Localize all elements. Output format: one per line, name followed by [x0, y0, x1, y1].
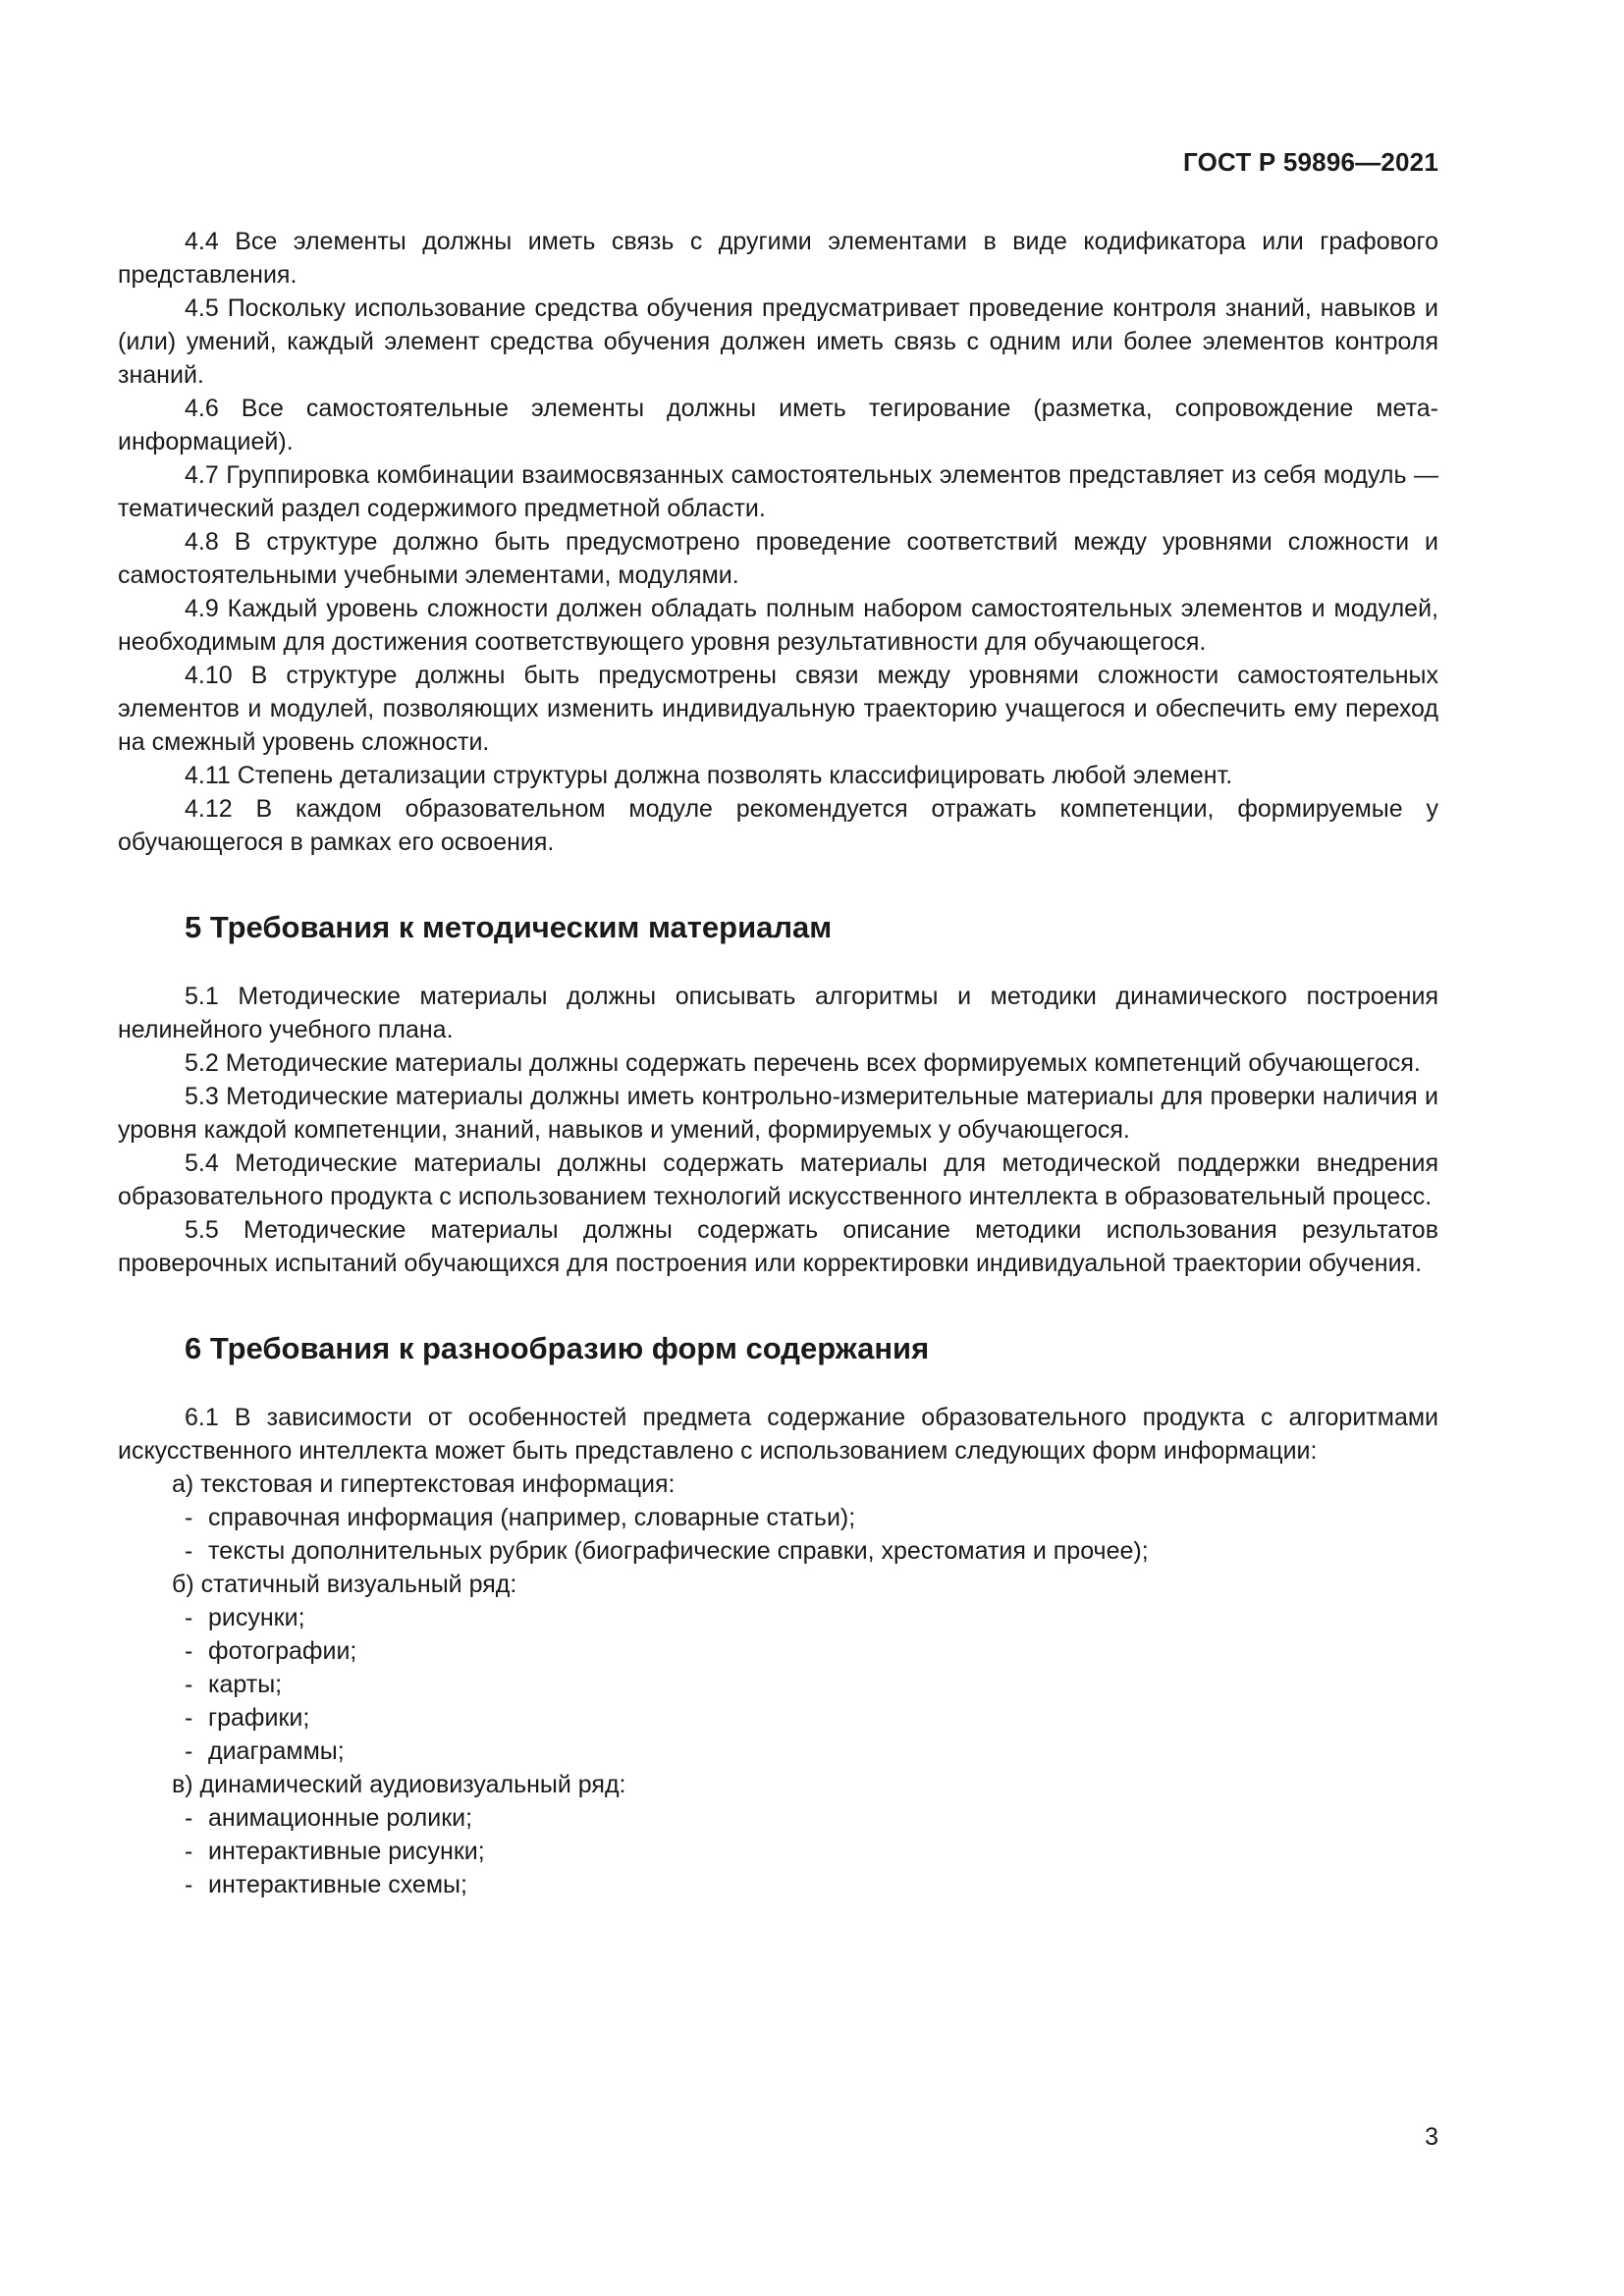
dash-marker: - [185, 1637, 193, 1665]
page-number: 3 [1425, 2123, 1438, 2151]
list-item [118, 1534, 1438, 1568]
section-5-paragraphs [118, 980, 1438, 1280]
paragraph-4-5: 4.5 Поскольку использование средства обучения предусматривает проведение контроля знаний, навыков и (или) умений, каждый элемент средства обучения должен иметь связь с одним или более элементов контроля знаний. [118, 294, 1438, 389]
paragraph-5-3: 5.3 Методические материалы должны иметь контрольно-измерительные материалы для проверки наличия и уровня каждой компетенции, знаний, навыков и умений, формируемых у обучающегося. [118, 1083, 1438, 1144]
paragraph-5-5: 5.5 Методические материалы должны содержать описание методики использования результатов проверочных испытаний обучающихся для построения или корректировки индивидуальной траектории обучения. [118, 1216, 1438, 1277]
paragraph-4-6: 4.6 Все самостоятельные элементы должны иметь тегирование (разметка, сопровождение мета-информацией). [118, 395, 1438, 455]
list-item [118, 1668, 1438, 1701]
section-6-content [118, 1401, 1438, 1901]
dash-marker: - [185, 1838, 193, 1865]
section-5-heading: 5 Требования к методическим материалам [185, 910, 833, 944]
list-item [118, 1835, 1438, 1868]
paragraph-5-4: 5.4 Методические материалы должны содержать материалы для методической поддержки внедрения образовательного продукта с использованием технологий искусственного интеллекта в образовательный процесс. [118, 1149, 1438, 1210]
list-item [118, 1868, 1438, 1901]
list-item [118, 1501, 1438, 1534]
paragraph-4-7: 4.7 Группировка комбинации взаимосвязанных самостоятельных элементов представляет из себя модуль — тематический раздел содержимого предметной области. [118, 461, 1438, 522]
list-item-text: справочная информация (например, словарные статьи); [208, 1504, 856, 1531]
list-item-text: графики; [208, 1704, 310, 1732]
dash-marker: - [185, 1504, 193, 1531]
list-item [118, 1634, 1438, 1668]
paragraph-4-12: 4.12 В каждом образовательном модуле рекомендуется отражать компетенции, формируемые у обучающегося в рамках его освоения. [118, 795, 1438, 856]
dash-marker: - [185, 1871, 193, 1898]
section-4-paragraphs [118, 225, 1438, 859]
list-item-text: фотографии; [208, 1637, 357, 1665]
paragraph-5-2: 5.2 Методические материалы должны содержать перечень всех формируемых компетенций обучающегося. [185, 1049, 1421, 1077]
paragraph-4-8: 4.8 В структуре должно быть предусмотрено проведение соответствий между уровнями сложности и самостоятельными учебными элементами, модулями. [118, 528, 1438, 589]
paragraph-4-4: 4.4 Все элементы должны иметь связь с другими элементами в виде кодификатора или графового представления. [118, 228, 1438, 289]
list-group-label-b: б) статичный визуальный ряд: [172, 1571, 517, 1598]
list-item-text: тексты дополнительных рубрик (биографические справки, хрестоматия и прочее); [208, 1537, 1149, 1565]
document-code: ГОСТ Р 59896—2021 [1183, 147, 1438, 177]
dash-marker: - [185, 1804, 193, 1832]
list-item [118, 1735, 1438, 1768]
list-item-text: интерактивные рисунки; [208, 1838, 485, 1865]
paragraph-4-9: 4.9 Каждый уровень сложности должен обладать полным набором самостоятельных элементов и модулей, необходимым для достижения соответствующего уровня результативности для обучающегося. [118, 595, 1438, 656]
dash-marker: - [185, 1604, 193, 1631]
dash-marker: - [185, 1537, 193, 1565]
paragraph-5-1: 5.1 Методические материалы должны описывать алгоритмы и методики динамического построения нелинейного учебного плана. [118, 983, 1438, 1043]
list-item-text: диаграммы; [208, 1737, 345, 1765]
list-item [118, 1801, 1438, 1835]
dash-marker: - [185, 1671, 193, 1698]
list-item [118, 1701, 1438, 1735]
page-content [118, 225, 1438, 1901]
section-6-heading: 6 Требования к разнообразию форм содержания [185, 1331, 930, 1365]
list-item-text: анимационные ролики; [208, 1804, 473, 1832]
dash-marker: - [185, 1737, 193, 1765]
list-item-text: карты; [208, 1671, 283, 1698]
paragraph-6-1: 6.1 В зависимости от особенностей предмета содержание образовательного продукта с алгоритмами искусственного интеллекта может быть представлено с использованием следующих форм информации: [118, 1404, 1438, 1465]
list-item-text: интерактивные схемы; [208, 1871, 467, 1898]
list-item [118, 1601, 1438, 1634]
dash-marker: - [185, 1704, 193, 1732]
list-group-label-v: в) динамический аудиовизуальный ряд: [172, 1771, 626, 1798]
list-item-text: рисунки; [208, 1604, 305, 1631]
list-group-label-a: а) текстовая и гипертекстовая информация: [172, 1470, 676, 1498]
paragraph-4-11: 4.11 Степень детализации структуры должна позволять классифицировать любой элемент. [185, 762, 1233, 789]
paragraph-4-10: 4.10 В структуре должны быть предусмотрены связи между уровнями сложности самостоятельных элементов и модулей, позволяющих изменить индивидуальную траекторию учащегося и обеспечить ему переход на смежный уровень сложности. [118, 662, 1438, 756]
